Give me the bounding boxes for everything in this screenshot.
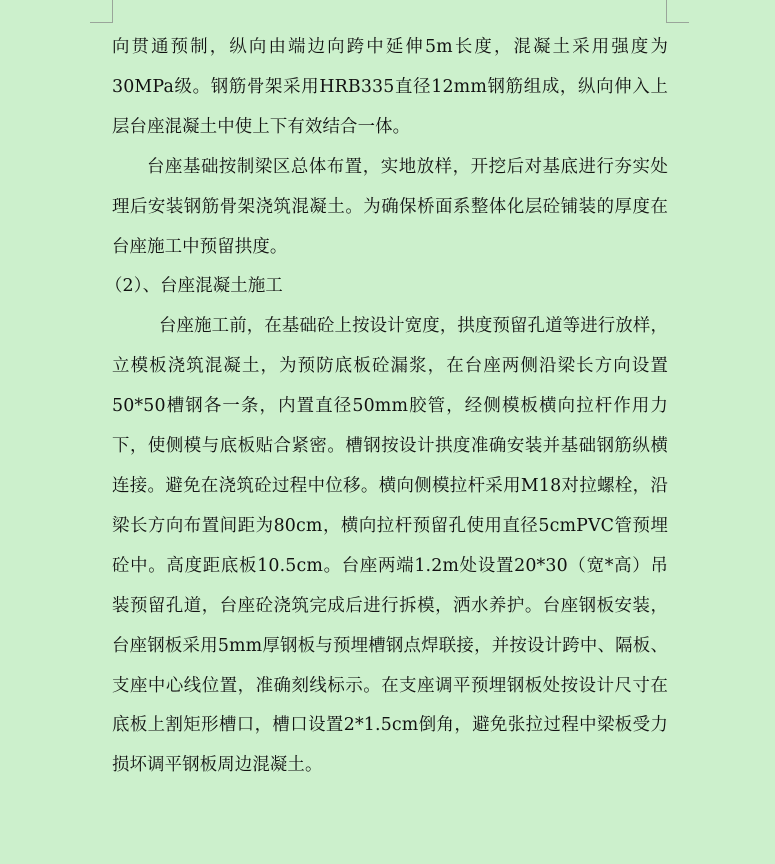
top-right-margin-marker bbox=[666, 0, 689, 23]
paragraph-foundation: 台座基础按制梁区总体布置，实地放样，开挖后对基底进行夯实处理后安装钢筋骨架浇筑混凝土。为确保桥面系整体化层砼铺装的厚度在台座施工中预留拱度。 bbox=[112, 156, 668, 257]
section-heading: （2）、台座混凝土施工 bbox=[105, 276, 283, 297]
paragraph-continuation: 向贯通预制，纵向由端边向跨中延伸5m长度，混凝土采用强度为30MPa级。钢筋骨架采用HRB335直径12mm钢筋组成，纵向伸入上层台座混凝土中使上下有效结合一体。 bbox=[112, 37, 668, 137]
top-left-margin-marker bbox=[90, 0, 113, 23]
document-body bbox=[105, 28, 668, 786]
paragraph-construction: 台座施工前，在基础砼上按设计宽度，拱度预留孔道等进行放样，立模板浇筑混凝土，为预防底板砼漏浆，在台座两侧沿梁长方向设置50*50槽钢各一条，内置直径50mm胶管，经侧模板横向拉杆作用力下，使侧模与底板贴合紧密。槽钢按设计拱度准确安装并基础钢筋纵横连接。避免在浇筑砼过程中位移。横向侧模拉杆采用M18对拉螺栓，沿梁长方向布置间距为80cm，横向拉杆预留孔使用直径5cmPVC管预埋砼中。高度距底板10.5cm。台座两端1.2m处设置20*30（宽*高）吊装预留孔道，台座砼浇筑完成后进行拆模，洒水养护。台座钢板安装，台座钢板采用5mm厚钢板与预埋槽钢点焊联接，并按设计跨中、隔板、支座中心线位置，准确刻线标示。在支座调平预埋钢板处按设计尺寸在底板上割矩形槽口，槽口设置2*1.5cm倒角，避免张拉过程中梁板受力损坏调平钢板周边混凝土。 bbox=[112, 316, 668, 776]
